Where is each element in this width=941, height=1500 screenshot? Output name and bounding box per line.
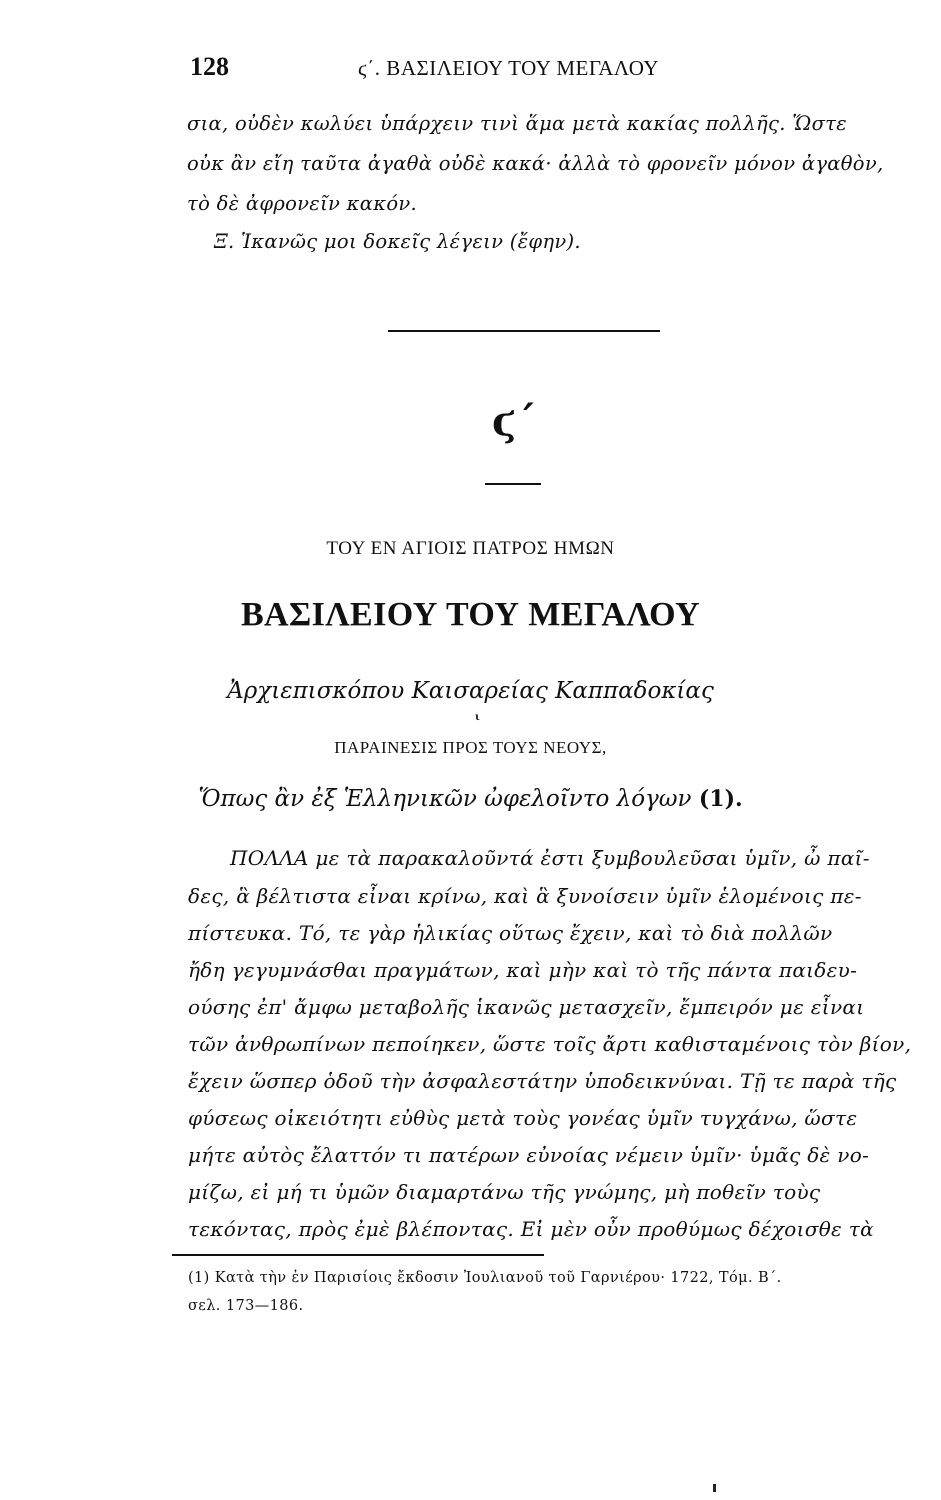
body-line-7: ἔχειν ὥσπερ ὁδοῦ τὴν ἀσφαλεστάτην ὑποδεικνύναι. Τῇ τε παρὰ τῆς	[188, 1069, 897, 1093]
body-line-3: πίστευκα. Τό, τε γὰρ ἡλικίας οὕτως ἔχειν, καὶ τὸ διὰ πολλῶν	[188, 921, 833, 945]
heading-italic: Ἀρχιεπισκόπου Καισαρείας Καππαδοκίας	[227, 678, 714, 704]
footnote-line-2: σελ. 173—186.	[188, 1298, 304, 1314]
printing-mark	[713, 1484, 716, 1492]
top-text-line-2: οὐκ ἂν εἴη ταῦτα ἀγαθὰ οὐδὲ κακά· ἀλλὰ τὸ φρονεῖν μόνον ἀγαθὸν,	[187, 152, 884, 175]
footnote-line-1: (1) Κατὰ τὴν ἐν Παρισίοις ἔκδοσιν Ἰουλιανοῦ τοῦ Γαρνιέρου· 1722, Τόμ. Β΄.	[188, 1270, 782, 1286]
section-divider-rule	[388, 330, 660, 332]
heading-medium: ΠΑΡΑΙΝΕΣΙΣ ΠΡΟΣ ΤΟΥΣ ΝΕΟΥΣ,	[334, 738, 607, 757]
short-rule	[485, 483, 541, 485]
page-number: 128	[190, 52, 229, 81]
body-line-2: δες, ἃ βέλτιστα εἶναι κρίνω, καὶ ἃ ξυνοίσειν ὑμῖν ἑλομένοις πε-	[188, 884, 862, 908]
tiny-mark: ι	[475, 712, 480, 723]
body-line-1: ΠΟΛΛΑ με τὰ παρακαλοῦντά ἐστι ξυμβουλεῦσαι ὑμῖν, ὦ παῖ-	[230, 846, 870, 870]
body-line-8: φύσεως οἰκειότητι εὐθὺς μετὰ τοὺς γονέας ὑμῖν τυγχάνω, ὥστε	[188, 1106, 858, 1130]
body-line-10: μίζω, εἰ μή τι ὑμῶν διαμαρτάνω τῆς γνώμης, μὴ ποθεῖν τοὺς	[188, 1180, 821, 1204]
body-line-4: ἤδη γεγυμνάσθαι πραγμάτων, καὶ μὴν καὶ τὸ τῆς πάντα παιδευ-	[188, 958, 858, 982]
footnote-rule	[172, 1254, 544, 1256]
top-text-line-4: Ξ. Ἱκανῶς μοι δοκεῖς λέγειν (ἔφην).	[214, 230, 581, 253]
running-title: ϛ΄. ΒΑΣΙΛΕΙΟΥ ΤΟΥ ΜΕΓΑΛΟΥ	[358, 56, 660, 80]
running-head	[190, 52, 870, 92]
heading-big: ΒΑΣΙΛΕΙΟΥ ΤΟΥ ΜΕΓΑΛΟΥ	[240, 596, 701, 633]
section-number: ϛ΄	[492, 398, 537, 445]
body-line-11: τεκόντας, πρὸς ἐμὲ βλέποντας. Εἰ μὲν οὖν προθύμως δέχοισθε τὰ	[188, 1217, 874, 1241]
subtitle-text: Ὅπως ἂν ἐξ Ἑλληνικῶν ὠφελοῖντο λόγων	[198, 786, 699, 812]
heading-small: ΤΟΥ ΕΝ ΑΓΙΟΙΣ ΠΑΤΡΟΣ ΗΜΩΝ	[326, 538, 615, 559]
top-text-line-1: σια, οὐδὲν κωλύει ὑπάρχειν τινὶ ἅμα μετὰ κακίας πολλῆς. Ὥστε	[187, 112, 848, 135]
body-line-6: τῶν ἀνθρωπίνων πεποίηκεν, ὥστε τοῖς ἄρτι καθισταμένοις τὸν βίον,	[188, 1032, 912, 1056]
footnote-reference: (1).	[698, 786, 743, 812]
heading-subtitle	[0, 786, 941, 812]
body-line-5: ούσης ἐπ' ἄμφω μεταβολῆς ἱκανῶς μετασχεῖν, ἔμπειρόν με εἶναι	[188, 995, 865, 1019]
body-line-9: μήτε αὐτὸς ἔλαττόν τι πατέρων εὐνοίας νέμειν ὑμῖν· ὑμᾶς δὲ νο-	[188, 1143, 870, 1167]
top-text-line-3: τὸ δὲ ἀφρονεῖν κακόν.	[187, 192, 418, 215]
